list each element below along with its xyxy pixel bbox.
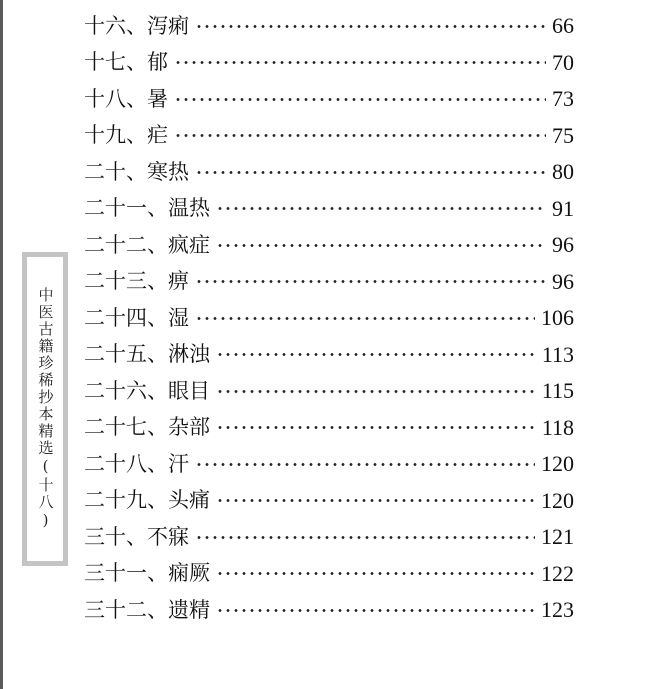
toc-entry[interactable]	[84, 45, 574, 82]
toc-dot-leader	[216, 353, 536, 356]
toc-entry-page: 91	[552, 195, 574, 221]
toc-entry[interactable]	[84, 300, 574, 337]
toc-entry[interactable]	[84, 227, 574, 264]
toc-entry-page: 121	[541, 524, 574, 550]
toc-entry-page: 70	[552, 49, 574, 75]
toc-entry-title: 二十四、湿	[84, 305, 189, 330]
toc-entry[interactable]	[84, 556, 574, 593]
toc-dot-leader	[195, 317, 535, 320]
toc-entry-title: 十七、郁	[84, 50, 168, 75]
toc-entry-title: 三十二、遗精	[84, 597, 210, 622]
toc-entry-title: 三十一、痫厥	[84, 561, 210, 586]
toc-entry-page: 123	[541, 597, 574, 623]
toc-entry-page: 120	[541, 487, 574, 513]
toc-entry[interactable]	[84, 410, 574, 447]
toc-entry[interactable]	[84, 592, 574, 629]
toc-entry-title: 二十二、疯症	[84, 232, 210, 257]
toc-entry[interactable]	[84, 373, 574, 410]
toc-dot-leader	[216, 244, 546, 247]
toc-entry-title: 二十六、眼目	[84, 378, 210, 403]
toc-dot-leader	[174, 61, 546, 64]
toc-entry-page: 120	[541, 451, 574, 477]
toc-entry-page: 122	[541, 560, 574, 586]
toc-entry-title: 十九、疟	[84, 123, 168, 148]
toc-dot-leader	[195, 536, 535, 539]
toc-entry-page: 118	[541, 414, 574, 440]
toc-entry[interactable]	[84, 519, 574, 556]
toc-entry-page: 66	[552, 13, 574, 39]
toc-dot-leader	[174, 134, 546, 137]
toc-entry-page: 96	[552, 268, 574, 294]
toc-entry[interactable]	[84, 483, 574, 520]
toc-entry-title: 十六、泻痢	[84, 13, 189, 38]
toc-entry[interactable]	[84, 81, 574, 118]
toc-entry-page: 96	[552, 232, 574, 258]
toc-entry-title: 二十八、汗	[84, 451, 189, 476]
toc-entry-page: 73	[552, 86, 574, 112]
table-of-contents	[84, 8, 574, 629]
series-side-label	[22, 252, 68, 566]
toc-dot-leader	[216, 499, 535, 502]
toc-entry-title: 三十、不寐	[84, 524, 189, 549]
toc-entry[interactable]	[84, 191, 574, 228]
toc-dot-leader	[216, 572, 535, 575]
series-title: 中医古籍珍稀抄本精选(十八)	[36, 287, 55, 531]
toc-entry[interactable]	[84, 337, 574, 374]
toc-dot-leader	[216, 609, 535, 612]
page-edge-shadow	[0, 0, 3, 689]
toc-dot-leader	[216, 390, 536, 393]
toc-entry[interactable]	[84, 446, 574, 483]
toc-dot-leader	[174, 98, 546, 101]
toc-entry-title: 二十三、痹	[84, 269, 189, 294]
toc-dot-leader	[195, 25, 546, 28]
toc-entry[interactable]	[84, 118, 574, 155]
toc-entry-page: 80	[552, 159, 574, 185]
toc-entry-page: 106	[541, 305, 574, 331]
toc-dot-leader	[195, 463, 535, 466]
toc-entry-title: 二十五、淋浊	[84, 342, 210, 367]
toc-dot-leader	[195, 171, 546, 174]
toc-entry[interactable]	[84, 264, 574, 301]
toc-entry-page: 75	[552, 122, 574, 148]
toc-entry-page: 113	[541, 341, 574, 367]
toc-entry-page: 115	[541, 378, 574, 404]
toc-entry[interactable]	[84, 154, 574, 191]
toc-entry-title: 十八、暑	[84, 86, 168, 111]
toc-entry-title: 二十七、杂部	[84, 415, 210, 440]
toc-dot-leader	[216, 207, 546, 210]
toc-entry-title: 二十九、头痛	[84, 488, 210, 513]
toc-entry-title: 二十一、温热	[84, 196, 210, 221]
toc-entry-title: 二十、寒热	[84, 159, 189, 184]
toc-entry[interactable]	[84, 8, 574, 45]
toc-dot-leader	[195, 280, 546, 283]
toc-dot-leader	[216, 426, 536, 429]
